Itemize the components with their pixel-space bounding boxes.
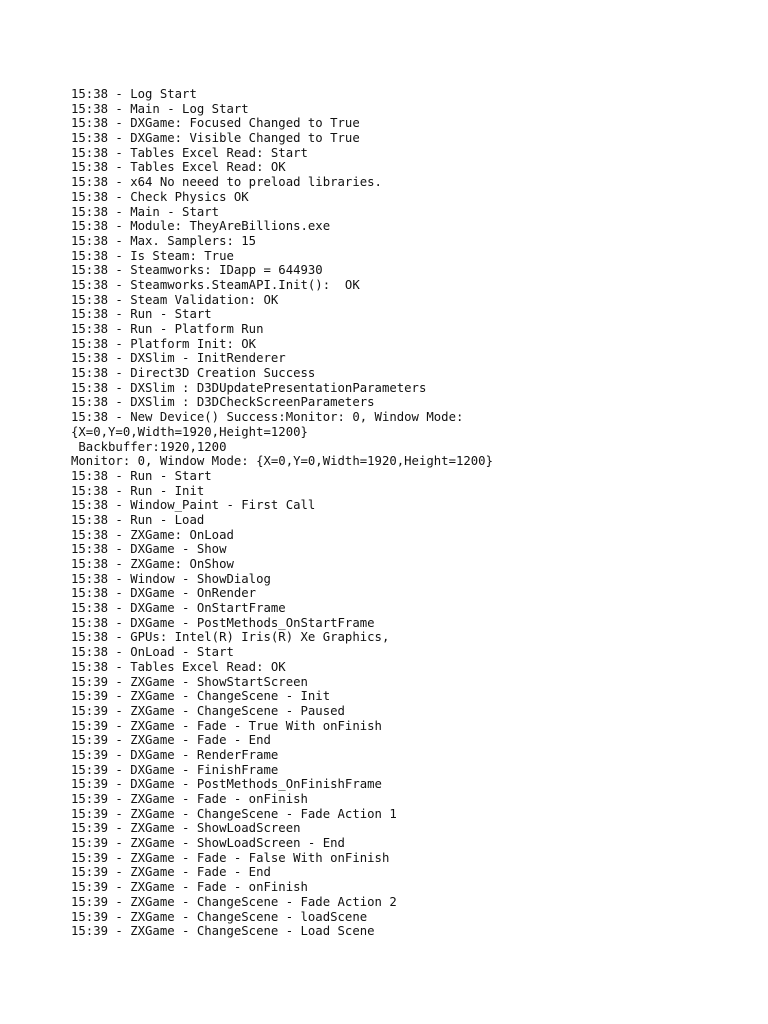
log-line: 15:38 - DXGame - PostMethods_OnStartFrame xyxy=(71,615,375,630)
log-line: 15:38 - OnLoad - Start xyxy=(71,645,234,660)
log-line: 15:39 - ZXGame - Fade - True With onFinish xyxy=(71,718,382,733)
log-line: 15:39 - ZXGame - Fade - End xyxy=(71,865,271,880)
log-line: 15:39 - ZXGame - ChangeScene - Fade Action 1 xyxy=(71,806,397,821)
log-line: 15:38 - x64 No neeed to preload libraries. xyxy=(71,175,382,190)
log-line: 15:39 - ZXGame - ChangeScene - Paused xyxy=(71,703,345,718)
log-line: 15:38 - DXSlim : D3DCheckScreenParameters xyxy=(71,395,375,410)
log-line: 15:39 - ZXGame - Fade - End xyxy=(71,733,271,748)
log-line: 15:38 - Is Steam: True xyxy=(71,248,234,263)
log-line: 15:38 - Run - Start xyxy=(71,468,212,483)
log-line: 15:38 - Window_Paint - First Call xyxy=(71,498,316,513)
log-line: 15:38 - Tables Excel Read: Start xyxy=(71,145,308,160)
log-line: 15:38 - DXGame - OnRender xyxy=(71,586,257,601)
log-line: 15:39 - ZXGame - Fade - onFinish xyxy=(71,792,308,806)
log-line: 15:38 - Steamworks: IDapp = 644930 xyxy=(71,263,323,278)
log-line: 15:38 - Run - Init xyxy=(71,483,205,498)
log-line: Monitor: 0, Window Mode: {X=0,Y=0,Width=1920,Height=1200} xyxy=(71,454,493,469)
log-line: 15:38 - Window - ShowDialog xyxy=(71,571,271,586)
log-line: 15:39 - DXGame - FinishFrame xyxy=(71,762,279,777)
log-line: 15:38 - Steam Validation: OK xyxy=(71,292,279,307)
log-line: 15:39 - ZXGame - ShowLoadScreen xyxy=(71,821,301,836)
log-line: 15:39 - ZXGame - ChangeScene - Fade Action 2 xyxy=(71,894,397,909)
log-line: 15:38 - Tables Excel Read: OK xyxy=(71,659,286,674)
log-line: 15:38 - DXGame - Show xyxy=(71,542,227,557)
log-line: 15:38 - Run - Platform Run xyxy=(71,322,264,336)
log-line: 15:38 - DXSlim : D3DUpdatePresentationParameters xyxy=(71,380,427,395)
log-line: 15:38 - GPUs: Intel(R) Iris(R) Xe Graphics, xyxy=(71,630,390,645)
log-line: 15:39 - DXGame - RenderFrame xyxy=(71,747,279,762)
log-line: 15:38 - Tables Excel Read: OK xyxy=(71,160,286,175)
log-line: 15:39 - ZXGame - Fade - onFinish xyxy=(71,880,308,895)
log-line: 15:38 - Platform Init: OK xyxy=(71,336,257,351)
log-line: 15:38 - Log Start xyxy=(71,87,197,101)
log-line: 15:38 - Max. Samplers: 15 xyxy=(71,233,257,248)
log-line: Backbuffer:1920,1200 xyxy=(71,439,227,454)
log-line: 15:38 - ZXGame: OnLoad xyxy=(71,527,234,542)
log-line: 15:39 - ZXGame - ChangeScene - Init xyxy=(71,689,331,704)
log-line: 15:39 - ZXGame - Fade - False With onFinish xyxy=(71,850,390,865)
log-line: 15:38 - Run - Start xyxy=(71,307,212,322)
log-line: 15:38 - DXSlim - InitRenderer xyxy=(71,351,286,366)
log-line: 15:38 - Run - Load xyxy=(71,512,205,527)
log-line: 15:39 - ZXGame - ShowStartScreen xyxy=(71,674,308,689)
log-line: 15:38 - Main - Start xyxy=(71,204,220,219)
log-line: 15:38 - New Device() Success:Monitor: 0, Window Mode: xyxy=(71,410,464,425)
log-line: 15:38 - Module: TheyAreBillions.exe xyxy=(71,219,331,234)
log-line: {X=0,Y=0,Width=1920,Height=1200} xyxy=(71,424,308,439)
log-line: 15:38 - Main - Log Start xyxy=(71,101,249,116)
log-text-body xyxy=(71,87,751,939)
log-line: 15:38 - Check Physics OK xyxy=(71,189,249,204)
log-line: 15:38 - DXGame: Focused Changed to True xyxy=(71,116,360,131)
log-line: 15:39 - ZXGame - ChangeScene - loadScene xyxy=(71,909,368,924)
log-line: 15:39 - ZXGame - ShowLoadScreen - End xyxy=(71,836,345,851)
log-line: 15:38 - Steamworks.SteamAPI.Init(): OK xyxy=(71,277,360,292)
log-line: 15:38 - ZXGame: OnShow xyxy=(71,557,234,571)
log-line: 15:39 - DXGame - PostMethods_OnFinishFrame xyxy=(71,777,382,792)
log-line: 15:38 - DXGame - OnStartFrame xyxy=(71,601,286,616)
log-line: 15:38 - Direct3D Creation Success xyxy=(71,366,316,381)
log-line: 15:39 - ZXGame - ChangeScene - Load Scene xyxy=(71,924,375,939)
log-line: 15:38 - DXGame: Visible Changed to True xyxy=(71,131,360,146)
